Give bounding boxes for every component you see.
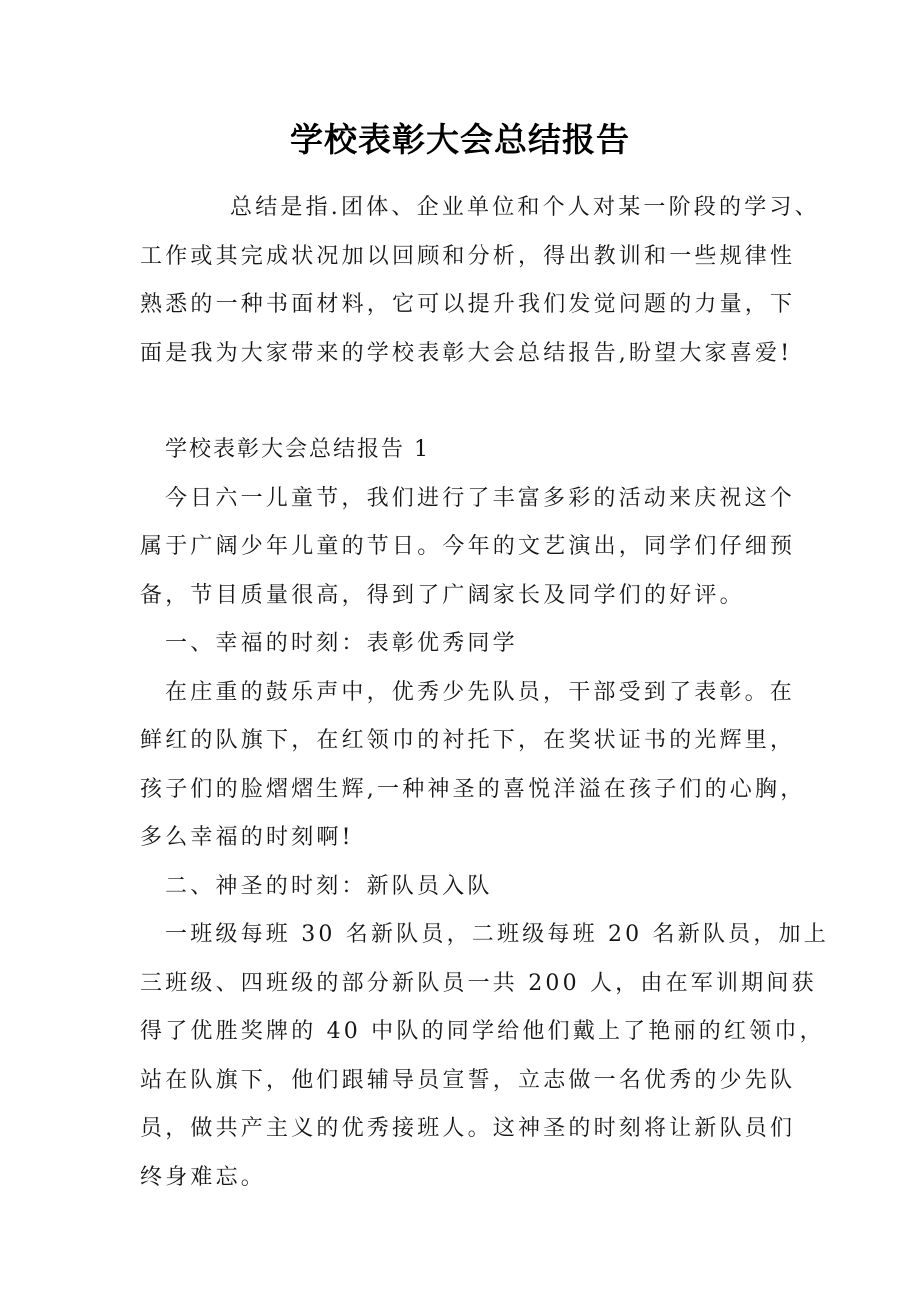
paragraph-1-line-1: 今日六一儿童节，我们进行了丰富多彩的活动来庆祝这个 — [165, 485, 796, 511]
paragraph-1-line-3: 备，节目质量很高，得到了广阔家长及同学们的好评。 — [140, 582, 745, 608]
paragraph-gap — [140, 378, 785, 426]
paragraph-3-line-5: 员，做共产主义的优秀接班人。这神圣的时刻将让新队员们 — [140, 1116, 796, 1141]
intro-line-4: 面是我为大家带来的学校表彰大会总结报告,盼望大家喜爱! — [140, 340, 793, 366]
intro-line-2: 工作或其完成状况加以回顾和分析，得出教训和一些规律性 — [140, 243, 796, 269]
paragraph-3-line-6: 终身难忘。 — [140, 1164, 267, 1190]
paragraph-3-line-1: 一班级每班 30 名新队员，二班级每班 20 名新队员，加上 — [165, 922, 829, 947]
paragraph-2 — [140, 669, 806, 863]
paragraph-3-line-4: 站在队旗下，他们跟辅导员宣誓，立志做一名优秀的少先队 — [140, 1067, 796, 1093]
document-body — [140, 184, 829, 1202]
paragraph-2-line-1: 在庄重的鼓乐声中，优秀少先队员，干部受到了表彰。在 — [165, 679, 796, 705]
intro-line-3: 熟悉的一种书面材料，它可以提升我们发觉问题的力量，下 — [140, 292, 796, 317]
paragraph-3-line-2: 三班级、四班级的部分新队员一共 200 人，由在军训期间获 — [140, 970, 817, 996]
paragraph-1-line-2: 属于广阔少年儿童的节日。今年的文艺演出，同学们仔细预 — [140, 534, 796, 559]
section-title: 学校表彰大会总结报告 1 — [165, 437, 430, 462]
heading-1: 一、幸福的时刻：表彰优秀同学 — [165, 631, 518, 656]
paragraph-3 — [140, 911, 829, 1202]
paragraph-2-line-2: 鲜红的队旗下，在红领巾的衬托下，在奖状证书的光辉里， — [140, 728, 796, 753]
paragraph-1 — [140, 475, 796, 621]
paragraph-2-line-3: 孩子们的脸熠熠生辉,一种神圣的喜悦洋溢在孩子们的心胸， — [140, 776, 806, 802]
document-title: 学校表彰大会总结报告 — [290, 120, 630, 159]
intro-paragraph — [140, 184, 820, 378]
intro-line-1: 总结是指.团体、企业单位和个人对某一阶段的学习、 — [230, 195, 820, 220]
paragraph-2-line-4: 多么幸福的时刻啊! — [140, 825, 354, 850]
heading-2: 二、神圣的时刻：新队员入队 — [165, 873, 493, 899]
paragraph-3-line-3: 得了优胜奖牌的 40 中队的同学给他们戴上了艳丽的红领巾， — [140, 1019, 825, 1044]
